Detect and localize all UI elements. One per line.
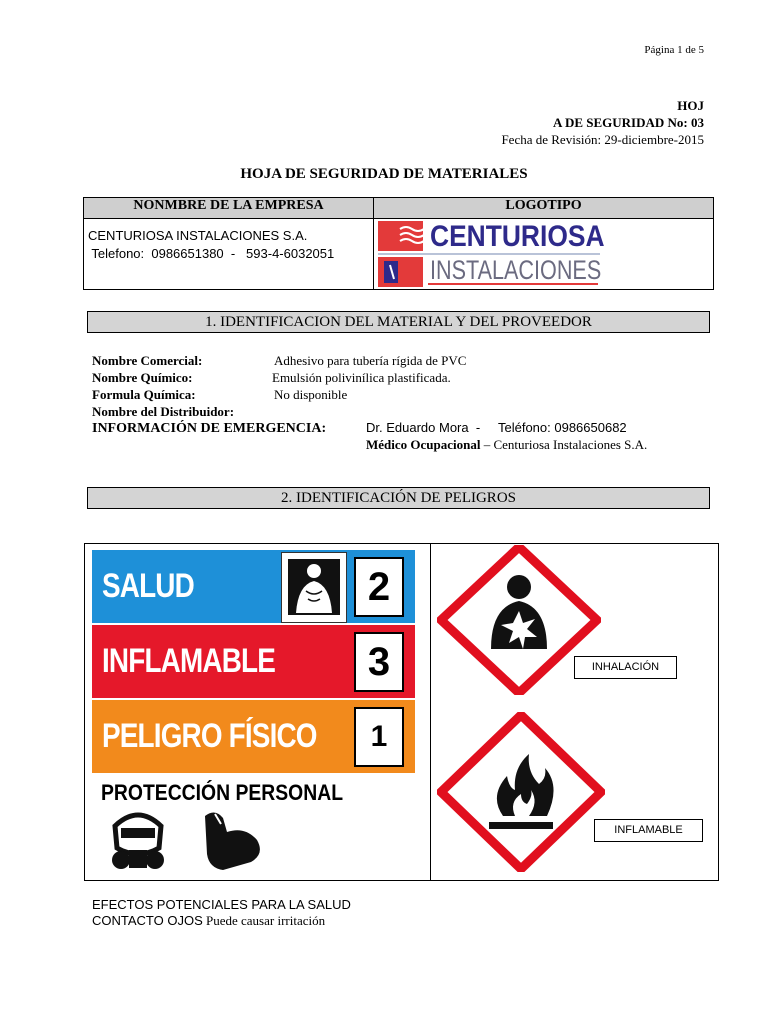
ghs-label-flammable: INFLAMABLE: [594, 819, 703, 842]
hazard-divider: [430, 544, 431, 880]
company-phone: Telefono: 0986651380 - 593-4-6032051: [88, 246, 335, 261]
company-table: [83, 197, 714, 290]
occupational-company: – Centuriosa Instalaciones S.A.: [480, 437, 648, 452]
hazard-row-flammability: [92, 625, 415, 698]
revision-value: 29-diciembre-2015: [604, 132, 704, 147]
id-row-commercial-name: [92, 352, 467, 369]
hazard-label-flammability: INFLAMABLE: [102, 642, 275, 680]
logo-text-top: CENTURIOSA: [430, 220, 605, 253]
emergency-info: [92, 420, 326, 437]
body-outline-icon: [281, 552, 347, 623]
hazard-row-physical: [92, 700, 415, 773]
field-value: Emulsión polivinílica plastificada.: [272, 370, 451, 385]
page-number: Página 1 de 5: [644, 44, 704, 56]
eye-contact-label: CONTACTO OJOS: [92, 913, 203, 928]
page-title: HOJA DE SEGURIDAD DE MATERIALES: [240, 166, 528, 182]
company-logo: [378, 220, 605, 287]
field-value: No disponible: [274, 387, 348, 402]
id-row-chemical-formula: [92, 386, 348, 403]
doc-header-line1: HOJ: [677, 98, 704, 113]
ghs-label-inhalation: INHALACIÓN: [574, 656, 677, 679]
hazard-value-health: 2: [354, 557, 404, 617]
id-row-chemical-name: [92, 369, 451, 386]
revision-label: Fecha de Revisión:: [501, 132, 602, 147]
id-row-distributor: [92, 403, 234, 420]
potential-effects-heading: EFECTOS POTENCIALES PARA LA SALUD: [92, 897, 351, 912]
eye-contact-text: Puede causar irritación: [202, 913, 326, 928]
section1-title: 1. IDENTIFICACION DEL MATERIAL Y DEL PROVEEDOR: [87, 311, 710, 333]
field-value: Adhesivo para tubería rígida de PVC: [274, 353, 467, 368]
field-label: Nombre del Distribuidor:: [92, 404, 235, 419]
doc-header-line2: A DE SEGURIDAD No: 03: [553, 115, 704, 130]
field-label: Nombre Químico:: [92, 370, 193, 385]
emergency-contact: Dr. Eduardo Mora - Teléfono: 0986650682: [366, 420, 627, 435]
field-label: Formula Química:: [92, 387, 196, 402]
glove-icon: [197, 806, 269, 872]
hazard-row-health: [92, 550, 415, 623]
personal-protection-title: PROTECCIÓN PERSONAL: [101, 780, 344, 805]
company-info-cell: [84, 219, 374, 290]
hazard-value-physical: 1: [354, 707, 404, 767]
occupational-label: Médico Ocupacional: [366, 437, 481, 452]
respirator-mask-icon: [105, 806, 171, 876]
hazard-label-physical: PELIGRO FÍSICO: [102, 717, 317, 755]
occupational-doctor: [366, 437, 647, 453]
field-label: Nombre Comercial:: [92, 353, 203, 368]
eye-contact-line: [92, 913, 325, 929]
company-name: CENTURIOSA INSTALACIONES S.A.: [88, 228, 308, 243]
hazard-label-health: SALUD: [102, 567, 194, 605]
emergency-label: INFORMACIÓN DE EMERGENCIA:: [92, 421, 327, 436]
hazard-value-flammability: 3: [354, 632, 404, 692]
logo-cell: [374, 219, 714, 290]
logo-header: LOGOTIPO: [374, 198, 714, 219]
flame-icon: [437, 712, 605, 872]
hazard-panel: [84, 543, 719, 881]
revision-date: [501, 131, 704, 148]
company-name-header: NONMBRE DE LA EMPRESA: [84, 198, 374, 219]
section2-title: 2. IDENTIFICACIÓN DE PELIGROS: [87, 487, 710, 509]
logo-text-bottom: INSTALACIONES: [430, 255, 602, 285]
